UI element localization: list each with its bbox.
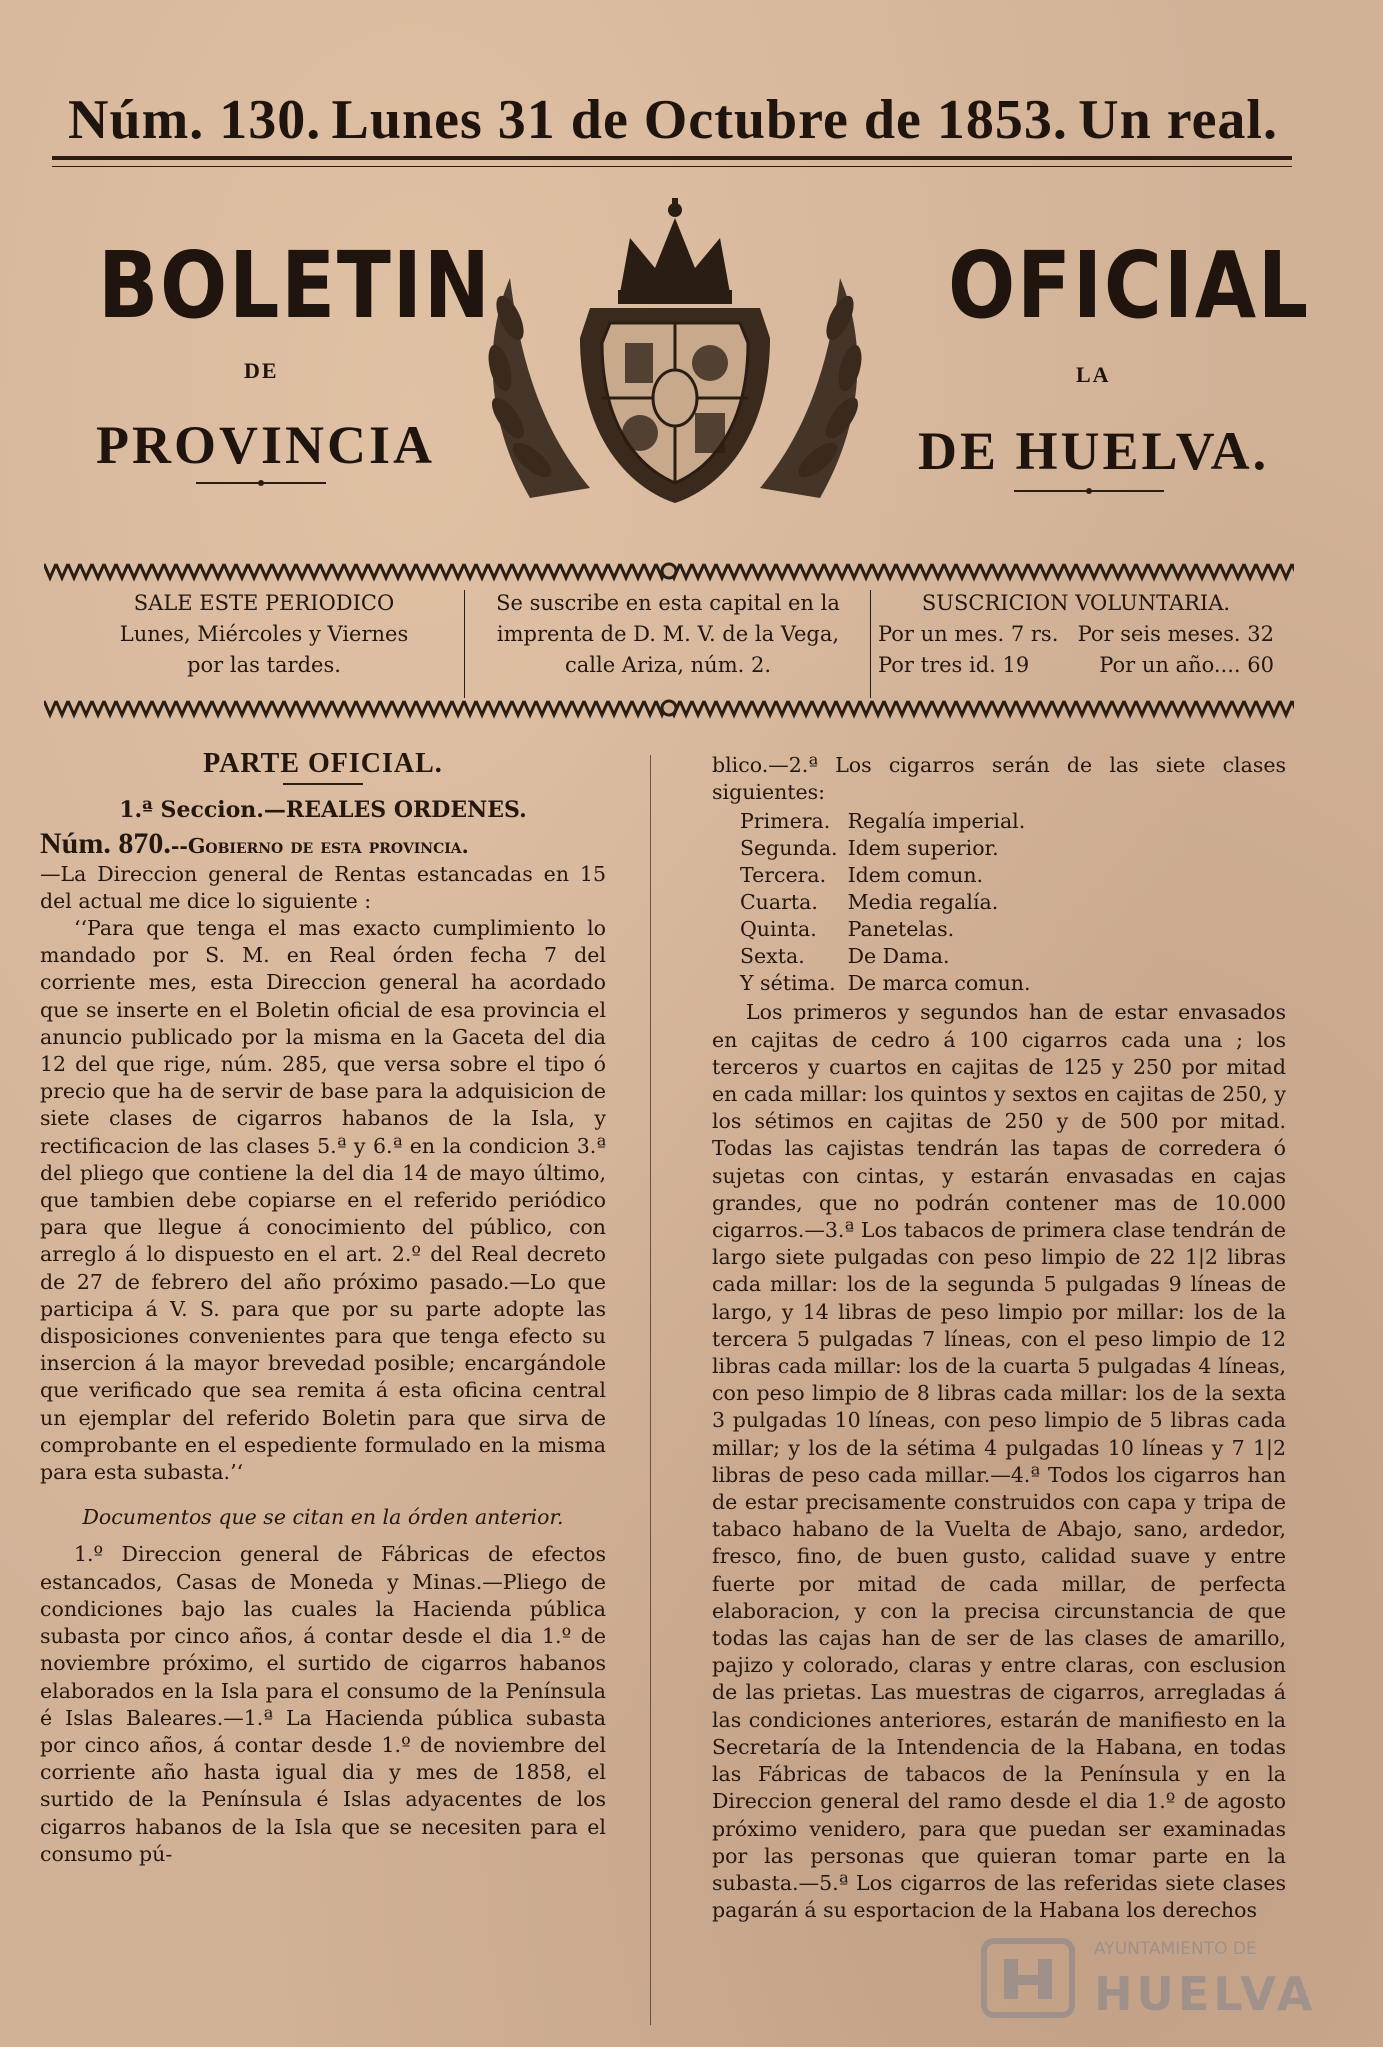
subscribe-line-3: calle Ariza, núm. 2. bbox=[564, 653, 772, 677]
subscription-prices bbox=[876, 588, 1276, 698]
right-column bbox=[712, 752, 1286, 1924]
class-row bbox=[740, 916, 1041, 943]
order-quote: ‘‘Para que tenga el mas exacto cumplimiento lo mandado por S. M. en Real órden fecha 7 del corriente mes, esta Direccion general ha acordado que se inserte en el Boletin oficial de esa provincia el anuncio publicado por la misma en la Gaceta del dia 12 del que rige, núm. 285, que versa sobre el tipo ó precio que ha de servir de base para la adquisicion de siete clases de cigarros habanos de la Isla, y rectificacion de las clases 5.ª y 6.ª en la condicion 3.ª del pliego que contiene la del dia 14 de mayo último, que tambien debe copiarse en el referido periódico para que llegue á conocimiento del público, con arreglo á lo dispuesto en el art. 2.º del Real decreto de 27 de febrero del año próximo pasado.—Lo que participa á V. S. para que por su parte adopte las disposiciones convenientes para que tenga efecto su insercion á la mayor brevedad posible; encargándole que verificado que sea remita á esta oficina central un ejemplar del referido Boletin para que sirva de comprobante en el espediente formulado en la misma para esta subasta.’‘ bbox=[40, 916, 606, 1485]
class-name: Idem superior. bbox=[847, 836, 999, 861]
class-ordinal: Sexta. bbox=[740, 944, 805, 969]
right-flourish bbox=[1014, 488, 1164, 494]
price-label: Por un año.... bbox=[1099, 653, 1241, 677]
class-ordinal: Y sétima. bbox=[740, 971, 836, 996]
order-number: Núm. 870. bbox=[40, 827, 171, 861]
price-value: 7 rs. bbox=[1010, 622, 1059, 646]
schedule-line-1: SALE ESTE PERIODICO bbox=[133, 591, 395, 615]
order-heading bbox=[40, 827, 606, 861]
left-column bbox=[40, 750, 606, 1868]
class-row bbox=[740, 943, 1041, 970]
class-ordinal: Segunda. bbox=[740, 836, 838, 861]
subsection-title: 1.ª Seccion.—REALES ORDENES. bbox=[119, 797, 527, 824]
cigar-classes-table bbox=[740, 808, 1041, 997]
price-label: Por seis meses. bbox=[1077, 622, 1241, 646]
class-row bbox=[740, 835, 1041, 862]
price-label: Por un mes. bbox=[878, 622, 1005, 646]
class-ordinal: Primera. bbox=[740, 809, 831, 834]
masthead bbox=[68, 88, 1278, 158]
prices-title: SUSCRICION VOLUNTARIA. bbox=[921, 591, 1231, 615]
section-flourish bbox=[283, 781, 363, 787]
subscribe-line-1: Se suscribe en esta capital en la bbox=[496, 591, 840, 615]
price-value: 19 bbox=[1002, 653, 1030, 677]
order-authority: --Gobierno de esta provincia. bbox=[170, 834, 469, 859]
top-ornamental-border bbox=[44, 560, 1294, 582]
title-de: DE bbox=[244, 358, 279, 383]
royal-coat-of-arms-icon bbox=[470, 198, 880, 523]
info-separator-2 bbox=[870, 590, 871, 698]
prices-row-1 bbox=[876, 619, 1276, 650]
class-ordinal: Tercera. bbox=[740, 863, 827, 888]
class-row bbox=[740, 862, 1041, 889]
class-ordinal: Cuarta. bbox=[740, 890, 818, 915]
title-la: LA bbox=[1076, 362, 1111, 387]
class-name: Regalía imperial. bbox=[847, 809, 1026, 834]
documents-text: 1.º Direccion general de Fábricas de efectos estancados, Casas de Moneda y Minas.—Pliego de condiciones bajo las cuales la Hacienda pública subasta por cinco años, á contar desde el dia 1.º de noviembre próximo, el surtido de cigarros habanos elaborados en la Isla para el consumo de la Península é Islas Baleares.—1.ª La Hacienda pública subasta por cinco años, á contar desde 1.º de noviembre del corriente año hasta igual dia y mes de 1858, el surtido de la Península é Islas adyacentes de los cigarros habanos de la Isla que se necesiten para el consumo pú- bbox=[40, 1542, 606, 1866]
class-name: De Dama. bbox=[847, 944, 950, 969]
bottom-ornamental-border bbox=[44, 697, 1294, 719]
prices-row-2 bbox=[876, 650, 1276, 681]
right-body: Los primeros y segundos han de estar envasados en cajitas de cedro á 100 cigarros cada una ; los terceros y cuartos en cajitas de 125 y 250 por mitad en cada millar: los quintos y sextos en cajitas de 250, y los sétimos en cajitas de 250 y de 500 por mitad. Todas las cajistas tendrán las tapas de corredera ó sujetas con cintas, y estarán envasadas en cajas grandes, que no podrán contener mas de 10.000 cigarros.—3.ª Los tabacos de primera clase tendrán de largo siete pulgadas con peso limpio de 22 1|2 libras cada millar: los de la segunda 5 pulgadas 9 líneas de largo, y 14 libras de peso limpio por millar: los de la tercera 5 pulgadas 7 líneas, con el peso limpio de 12 libras cada millar: los de la cuarta 5 pulgadas 4 líneas, con peso limpio de 8 libras cada millar: los de la sexta 3 pulgadas 10 líneas, con peso limpio de 5 libras cada millar; y los de la sétima 4 pulgadas 10 líneas y 7 1|2 libras de peso cada millar.—4.ª Todos los cigarros han de estar precisamente construidos con capa y tripa de tabaco habano de la Vuelta de Abajo, sano, ardedor, fresco, fino, de buen gusto, calidad suave y entre fuerte por mitad de cada millar, de perfecta elaboracion, y con la precisa circunstancia de que todas las cajas han de ser de las clases de amarillo, pajizo y colorado, claras y entre claras, con esclusion de las prietas. Las muestras de cigarros, arregladas á las condiciones anteriores, estarán de manifiesto en la Secretaría de la Intendencia de la Habana, en todas las Fábricas de tabacos de la Península y en la Direccion general del ramo desde el dia 1.º de agosto próximo venidero, para que puedan ser examinadas por las personas que quieran tomar parte en la subasta.—5.ª Los cigarros de las referidas siete clases pagarán á su esportacion de la Habana los derechos bbox=[712, 1000, 1286, 1923]
right-opening: blico.—2.ª Los cigarros serán de las siete clases siguientes: bbox=[712, 753, 1286, 805]
section-title: PARTE OFICIAL. bbox=[203, 748, 443, 779]
subscription-location bbox=[472, 588, 864, 698]
subscribe-line-2: imprenta de D. M. V. de la Vega, bbox=[496, 622, 840, 646]
column-divider bbox=[650, 755, 651, 2025]
left-flourish bbox=[196, 480, 326, 486]
price-value: 60 bbox=[1247, 653, 1274, 677]
archive-logo-icon bbox=[978, 1931, 1078, 2021]
class-name: Idem comun. bbox=[847, 863, 984, 888]
archive-watermark bbox=[978, 1925, 1317, 2025]
title-de-huelva: DE HUELVA. bbox=[918, 421, 1270, 481]
issue-date: Lunes 31 de Octubre de 1853. bbox=[331, 89, 1068, 151]
class-name: Panetelas. bbox=[847, 917, 955, 942]
class-name: Media regalía. bbox=[847, 890, 999, 915]
issue-number: Núm. 130. bbox=[68, 89, 322, 151]
watermark-line-1: AYUNTAMIENTO DE bbox=[1094, 1939, 1257, 1959]
issue-price: Un real. bbox=[1078, 89, 1278, 151]
schedule-line-2: Lunes, Miércoles y Viernes bbox=[119, 622, 409, 646]
documents-heading: Documentos que se citan en la órden anterior. bbox=[82, 1505, 564, 1530]
title-boletin: BOLETIN bbox=[98, 232, 492, 339]
price-value: 32 bbox=[1247, 622, 1274, 646]
title-provincia: PROVINCIA bbox=[96, 415, 436, 475]
class-ordinal: Quinta. bbox=[740, 917, 817, 942]
class-row bbox=[740, 808, 1041, 835]
masthead-rule bbox=[52, 156, 1292, 160]
schedule-line-3: por las tardes. bbox=[187, 653, 341, 677]
class-name: De marca comun. bbox=[847, 971, 1031, 996]
masthead-rule-thin bbox=[52, 166, 1292, 167]
class-row bbox=[740, 970, 1041, 997]
class-row bbox=[740, 889, 1041, 916]
order-intro: —La Direccion general de Rentas estancadas en 15 del actual me dice lo siguiente : bbox=[40, 861, 606, 913]
watermark-line-2: HUELVA bbox=[1094, 1967, 1317, 2021]
title-oficial: OFICIAL bbox=[948, 232, 1310, 339]
info-separator-1 bbox=[464, 590, 465, 698]
publication-schedule bbox=[74, 588, 454, 698]
price-label: Por tres id. bbox=[878, 653, 996, 677]
